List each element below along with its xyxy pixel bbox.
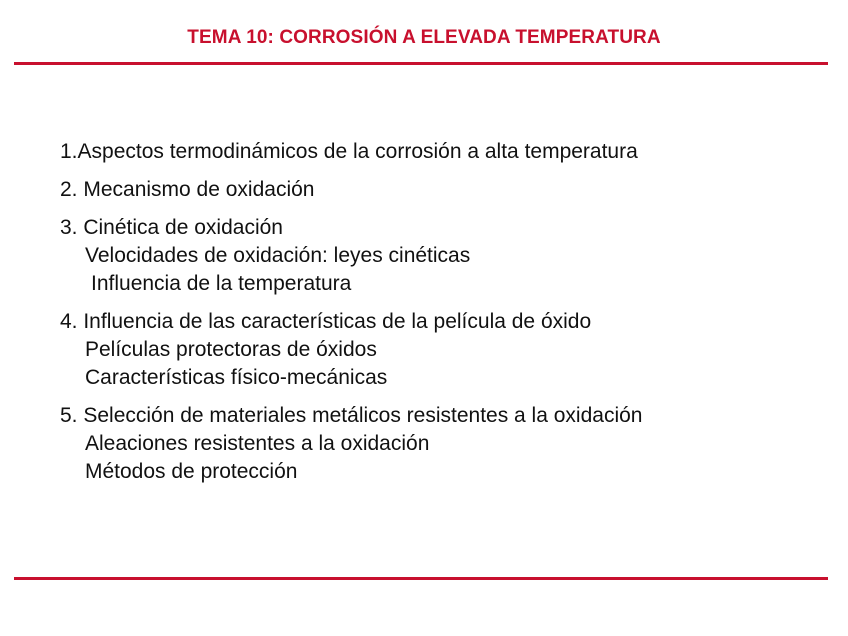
bottom-divider xyxy=(14,577,828,580)
topic-item xyxy=(60,176,820,204)
subtopic: Métodos de protección xyxy=(85,460,298,483)
topic-title: 4. Influencia de las características de la película de óxido xyxy=(60,310,592,333)
subtopic: Influencia de la temperatura xyxy=(91,272,352,295)
topic-item xyxy=(60,214,820,298)
subtopic: Películas protectoras de óxidos xyxy=(85,338,377,361)
topic-item xyxy=(60,402,820,486)
topic-title: 3. Cinética de oxidación xyxy=(60,216,283,239)
topic-item xyxy=(60,308,820,392)
slide-title: TEMA 10: CORROSIÓN A ELEVADA TEMPERATURA xyxy=(187,27,661,48)
subtopic: Características físico-mecánicas xyxy=(85,366,388,389)
topic-title: 2. Mecanismo de oxidación xyxy=(60,178,315,201)
topic-title: 5. Selección de materiales metálicos resistentes a la oxidación xyxy=(60,404,643,427)
subtopic: Aleaciones resistentes a la oxidación xyxy=(85,432,430,455)
top-divider xyxy=(14,62,828,65)
topics-list xyxy=(60,138,820,496)
topic-title: 1.Aspectos termodinámicos de la corrosión a alta temperatura xyxy=(60,140,638,163)
subtopic: Velocidades de oxidación: leyes cinéticas xyxy=(85,244,471,267)
topic-item xyxy=(60,138,820,166)
